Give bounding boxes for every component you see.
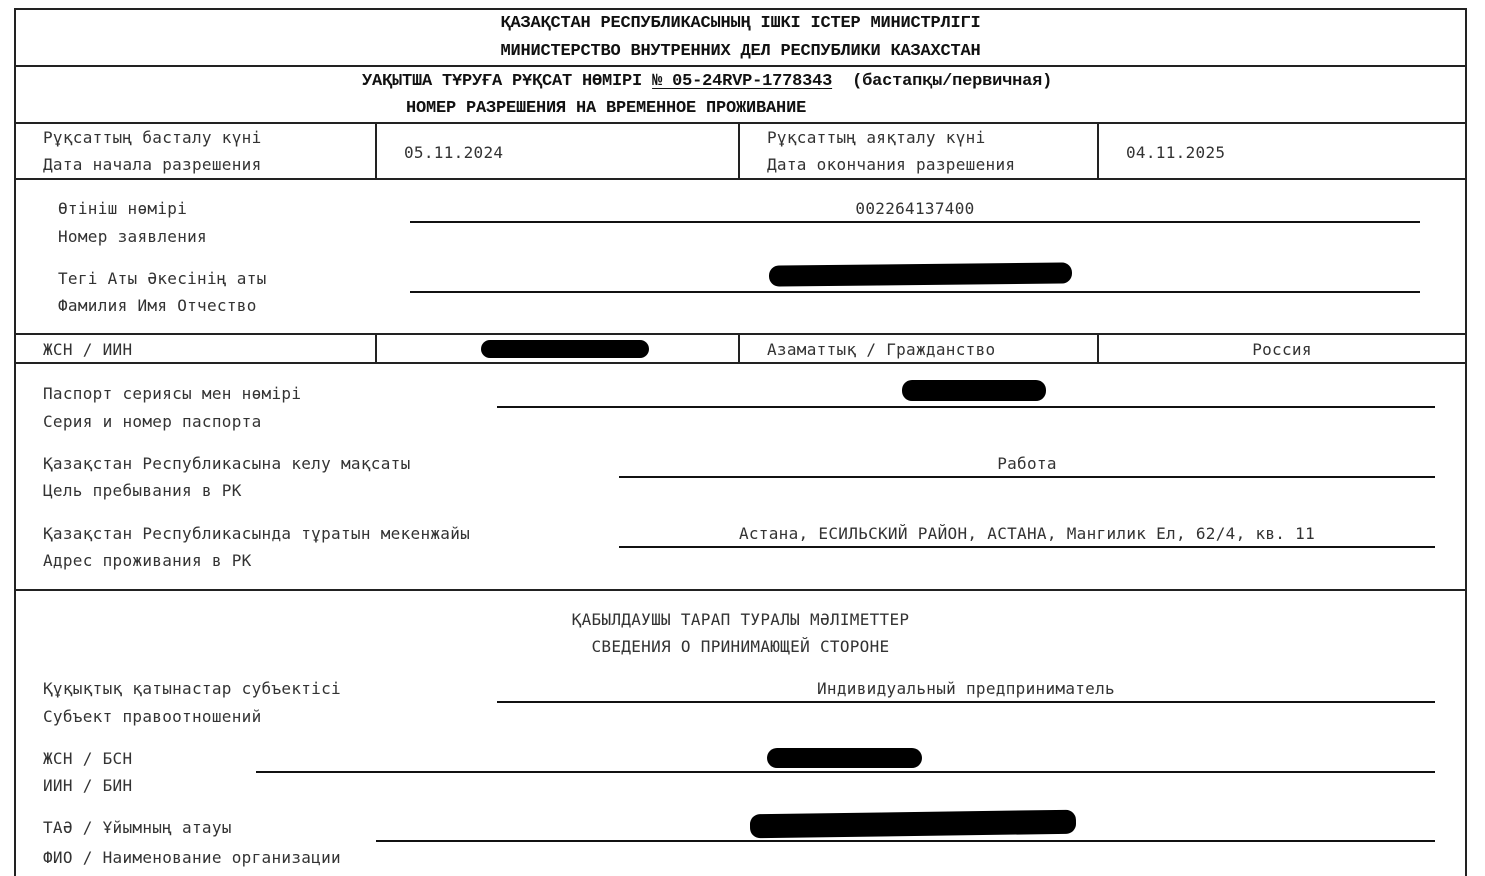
redacted-host-iin — [767, 748, 922, 768]
permit-number-line — [362, 72, 1052, 91]
address-label-kz: Қазақстан Республикасында тұратын мекенжайы — [43, 524, 471, 543]
host-iin-label-kz: ЖСН / БСН — [43, 749, 133, 768]
ministry-title-kz: ҚАЗАҚСТАН РЕСПУБЛИКАСЫНЫҢ ІШКІ ІСТЕР МИНИСТРЛІГІ — [500, 14, 981, 33]
passport-label-kz: Паспорт сериясы мен нөмірі — [43, 384, 302, 403]
ministry-title-ru: МИНИСТЕРСТВО ВНУТРЕННИХ ДЕЛ РЕСПУБЛИКИ КАЗАХСТАН — [500, 42, 981, 61]
host-section-title-ru: СВЕДЕНИЯ О ПРИНИМАЮЩЕЙ СТОРОНЕ — [591, 637, 890, 656]
application-number-label-kz: Өтініш нөмірі — [58, 199, 188, 218]
address-value: Астана, ЕСИЛЬСКИЙ РАЙОН, АСТАНА, Мангилик Ел, 62/4, кв. 11 — [738, 524, 1316, 543]
purpose-label-ru: Цель пребывания в РК — [43, 481, 242, 500]
field-underline — [410, 221, 1420, 223]
purpose-value: Работа — [997, 454, 1057, 473]
field-underline — [497, 406, 1435, 408]
full-name-label-kz: Тегі Аты Әкесінің аты — [58, 269, 267, 288]
cell-divider — [375, 122, 377, 180]
subject-label-ru: Субъект правоотношений — [43, 707, 262, 726]
subject-value: Индивидуальный предприниматель — [817, 679, 1115, 698]
redacted-full-name — [769, 262, 1072, 286]
frame-right — [1465, 8, 1467, 876]
field-underline — [410, 291, 1420, 293]
host-section-title-kz: ҚАБЫЛДАУШЫ ТАРАП ТУРАЛЫ МӘЛІМЕТТЕР — [571, 610, 910, 629]
permit-type: (бастапқы/первичная) — [852, 72, 1053, 91]
field-underline — [619, 476, 1435, 478]
field-underline — [497, 701, 1435, 703]
divider — [14, 65, 1467, 67]
cell-divider — [375, 333, 377, 364]
citizenship-label: Азаматтық / Гражданство — [767, 340, 996, 359]
divider — [14, 122, 1467, 124]
divider — [14, 178, 1467, 180]
permit-label-kz: УАҚЫТША ТҰРУҒА РҰҚСАТ НӨМІРІ — [362, 72, 643, 91]
application-number-label-ru: Номер заявления — [58, 227, 207, 246]
permit-number: № 05-24RVP-1778343 — [652, 72, 833, 91]
org-label-ru: ФИО / Наименование организации — [43, 848, 341, 867]
citizenship-value: Россия — [1252, 340, 1312, 359]
full-name-label-ru: Фамилия Имя Отчество — [58, 296, 257, 315]
end-date-label-ru: Дата окончания разрешения — [767, 155, 1016, 174]
redacted-iin — [481, 340, 649, 358]
redacted-passport — [902, 380, 1046, 401]
permit-label-ru: НОМЕР РАЗРЕШЕНИЯ НА ВРЕМЕННОЕ ПРОЖИВАНИЕ — [406, 99, 807, 118]
subject-label-kz: Құқықтық қатынастар субъектісі — [43, 679, 341, 698]
end-date-value: 04.11.2025 — [1126, 143, 1226, 162]
divider — [14, 589, 1467, 591]
address-label-ru: Адрес проживания в РК — [43, 551, 252, 570]
purpose-label-kz: Қазақстан Республикасына келу мақсаты — [43, 454, 411, 473]
cell-divider — [1097, 122, 1099, 180]
passport-label-ru: Серия и номер паспорта — [43, 412, 262, 431]
org-label-kz: ТАӘ / Ұйымның атауы — [43, 818, 232, 837]
frame-top — [14, 8, 1467, 10]
start-date-label-ru: Дата начала разрешения — [43, 155, 262, 174]
end-date-label-kz: Рұқсаттың аяқталу күні — [767, 128, 986, 147]
cell-divider — [738, 333, 740, 364]
start-date-label-kz: Рұқсаттың басталу күні — [43, 128, 262, 147]
application-number-value: 002264137400 — [855, 199, 975, 218]
divider — [14, 362, 1467, 364]
field-underline — [376, 840, 1435, 842]
iin-label: ЖСН / ИИН — [43, 340, 133, 359]
field-underline — [619, 546, 1435, 548]
frame-left — [14, 8, 16, 876]
divider — [14, 333, 1467, 335]
host-iin-label-ru: ИИН / БИН — [43, 776, 133, 795]
start-date-value: 05.11.2024 — [404, 143, 504, 162]
cell-divider — [738, 122, 740, 180]
redacted-organization — [750, 810, 1076, 839]
field-underline — [256, 771, 1435, 773]
